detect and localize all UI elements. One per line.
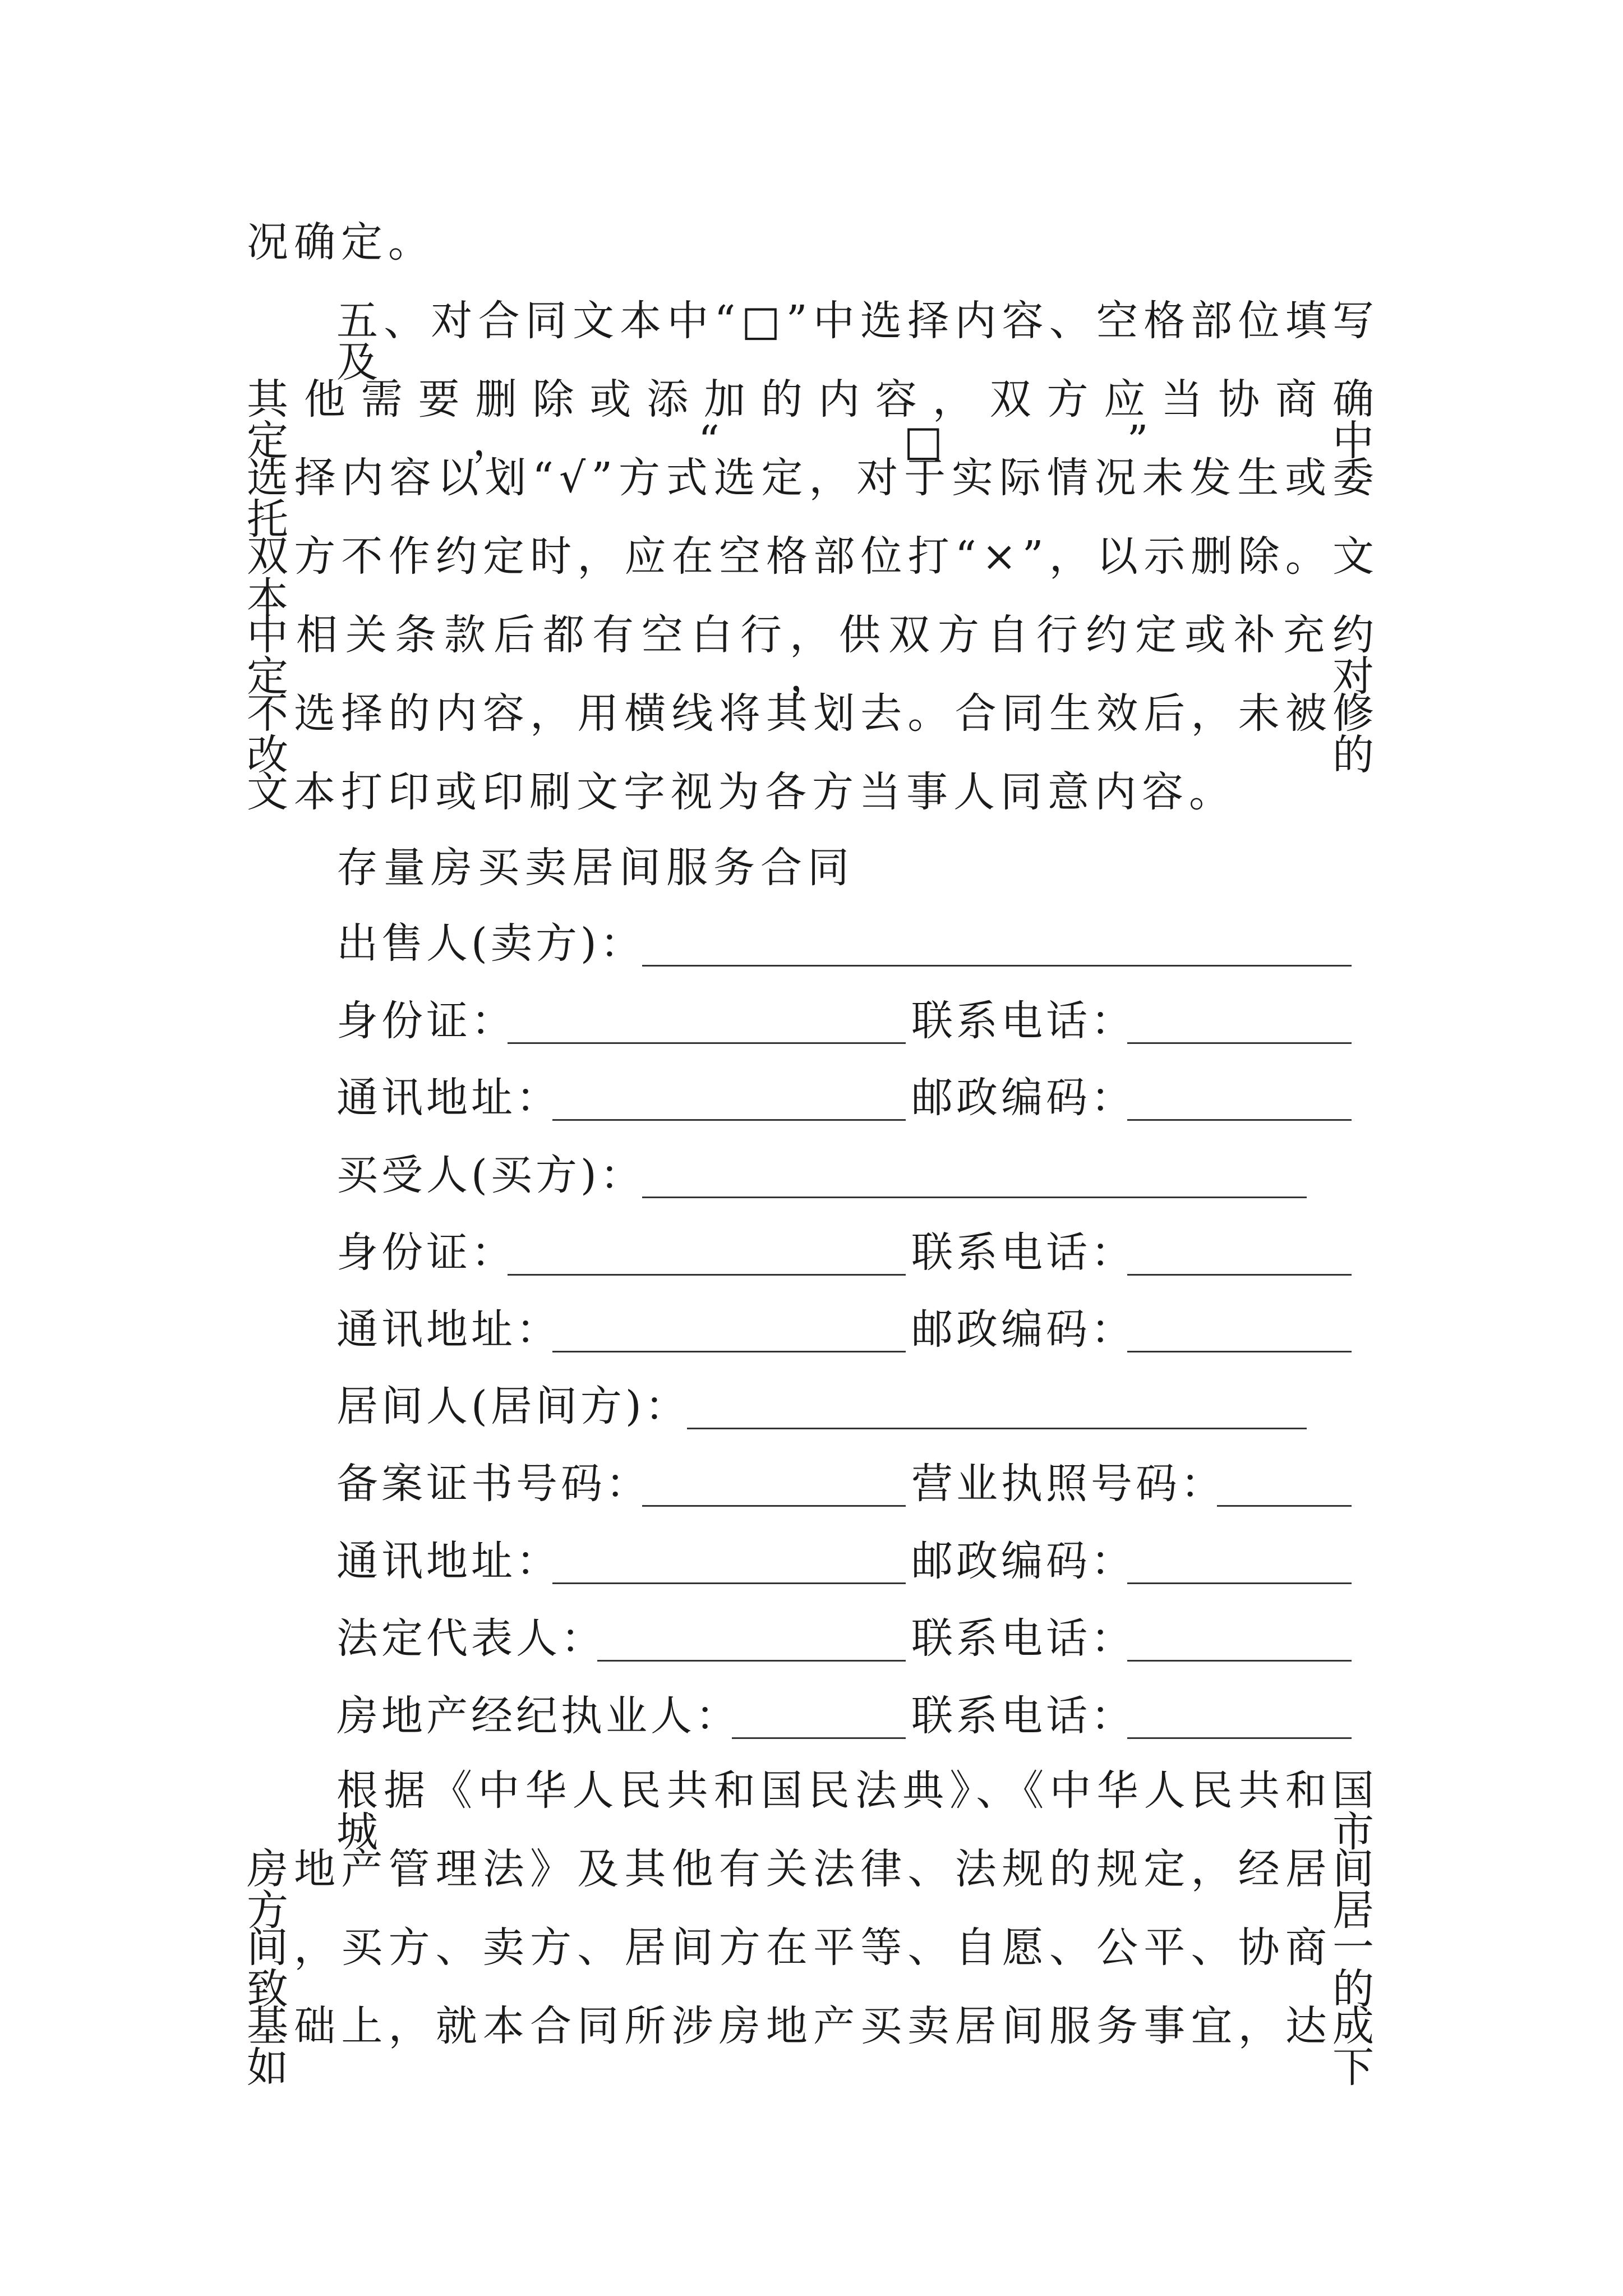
broker-license-blank[interactable] xyxy=(1217,1505,1352,1507)
broker-postcode-label: 邮政编码： xyxy=(911,1537,1136,1585)
seller-postcode-blank[interactable] xyxy=(1127,1119,1352,1121)
seller-name-blank[interactable] xyxy=(642,965,1352,967)
broker-name-blank[interactable] xyxy=(687,1428,1307,1429)
buyer-address-blank[interactable] xyxy=(552,1351,906,1352)
paragraph-5-line-3: 选择内容以划“√”方式选定，对于实际情况未发生或委托 xyxy=(247,454,1380,544)
seller-heading: 出售人(卖方)： xyxy=(336,919,645,968)
buyer-id-label: 身份证： xyxy=(336,1228,516,1277)
closing-line-2: 房地产管理法》及其他有关法律、法规的规定，经居间方居 xyxy=(247,1845,1380,1935)
seller-address-blank[interactable] xyxy=(552,1119,906,1121)
seller-phone-label: 联系电话： xyxy=(911,997,1136,1045)
broker-record-blank[interactable] xyxy=(642,1505,906,1507)
closing-line-3: 间，买方、卖方、居间方在平等、自愿、公平、协商一致的 xyxy=(247,1924,1380,2013)
buyer-address-label: 通讯地址： xyxy=(336,1305,561,1354)
broker-address-blank[interactable] xyxy=(552,1582,906,1584)
broker-legal-rep-phone-label: 联系电话： xyxy=(911,1614,1136,1663)
closing-line-4: 基础上，就本合同所涉房地产买卖居间服务事宜，达成如下 xyxy=(247,2002,1380,2092)
paragraph-5-line-1: 五、对合同文本中“□”中选择内容、空格部位填写及 xyxy=(336,297,1380,386)
paragraph-5-line-2: 其他需要删除或添加的内容，双方应当协商确定，“□”中 xyxy=(247,375,1380,465)
seller-id-label: 身份证： xyxy=(336,997,516,1045)
broker-agent-blank[interactable] xyxy=(732,1737,906,1739)
seller-postcode-label: 邮政编码： xyxy=(911,1074,1136,1122)
buyer-name-blank[interactable] xyxy=(642,1197,1307,1198)
paragraph-5-line-4: 双方不作约定时，应在空格部位打“×”，以示删除。文本 xyxy=(247,532,1380,622)
paragraph-5-line-6: 不选择的内容，用横线将其划去。合同生效后，未被修改的 xyxy=(247,689,1380,779)
broker-legal-rep-blank[interactable] xyxy=(597,1660,906,1662)
broker-heading: 居间人(居间方)： xyxy=(336,1382,690,1430)
buyer-heading: 买受人(买方)： xyxy=(336,1151,645,1199)
closing-line-1: 根据《中华人民共和国民法典》、《中华人民共和国城市 xyxy=(336,1766,1380,1856)
broker-legal-rep-label: 法定代表人： xyxy=(336,1614,606,1663)
buyer-phone-label: 联系电话： xyxy=(911,1228,1136,1277)
seller-phone-blank[interactable] xyxy=(1127,1042,1352,1044)
buyer-postcode-label: 邮政编码： xyxy=(911,1305,1136,1354)
broker-postcode-blank[interactable] xyxy=(1127,1582,1352,1584)
broker-license-label: 营业执照号码： xyxy=(911,1460,1225,1508)
buyer-id-blank[interactable] xyxy=(508,1274,906,1276)
broker-agent-label: 房地产经纪执业人： xyxy=(336,1692,740,1740)
paragraph-5-line-5: 中相关条款后都有空白行，供双方自行约定或补充约定，对 xyxy=(247,611,1380,701)
paragraph-tail: 况确定。 xyxy=(247,218,435,266)
seller-id-blank[interactable] xyxy=(508,1042,906,1044)
paragraph-5-line-7: 文本打印或印刷文字视为各方当事人同意内容。 xyxy=(247,768,1236,816)
broker-agent-phone-blank[interactable] xyxy=(1127,1737,1352,1739)
buyer-postcode-blank[interactable] xyxy=(1127,1351,1352,1352)
contract-title: 存量房买卖居间服务合同 xyxy=(336,844,855,892)
broker-record-label: 备案证书号码： xyxy=(336,1460,651,1508)
broker-agent-phone-label: 联系电话： xyxy=(911,1692,1136,1740)
broker-address-label: 通讯地址： xyxy=(336,1537,561,1585)
broker-legal-rep-phone-blank[interactable] xyxy=(1127,1660,1352,1662)
buyer-phone-blank[interactable] xyxy=(1127,1274,1352,1276)
seller-address-label: 通讯地址： xyxy=(336,1074,561,1122)
